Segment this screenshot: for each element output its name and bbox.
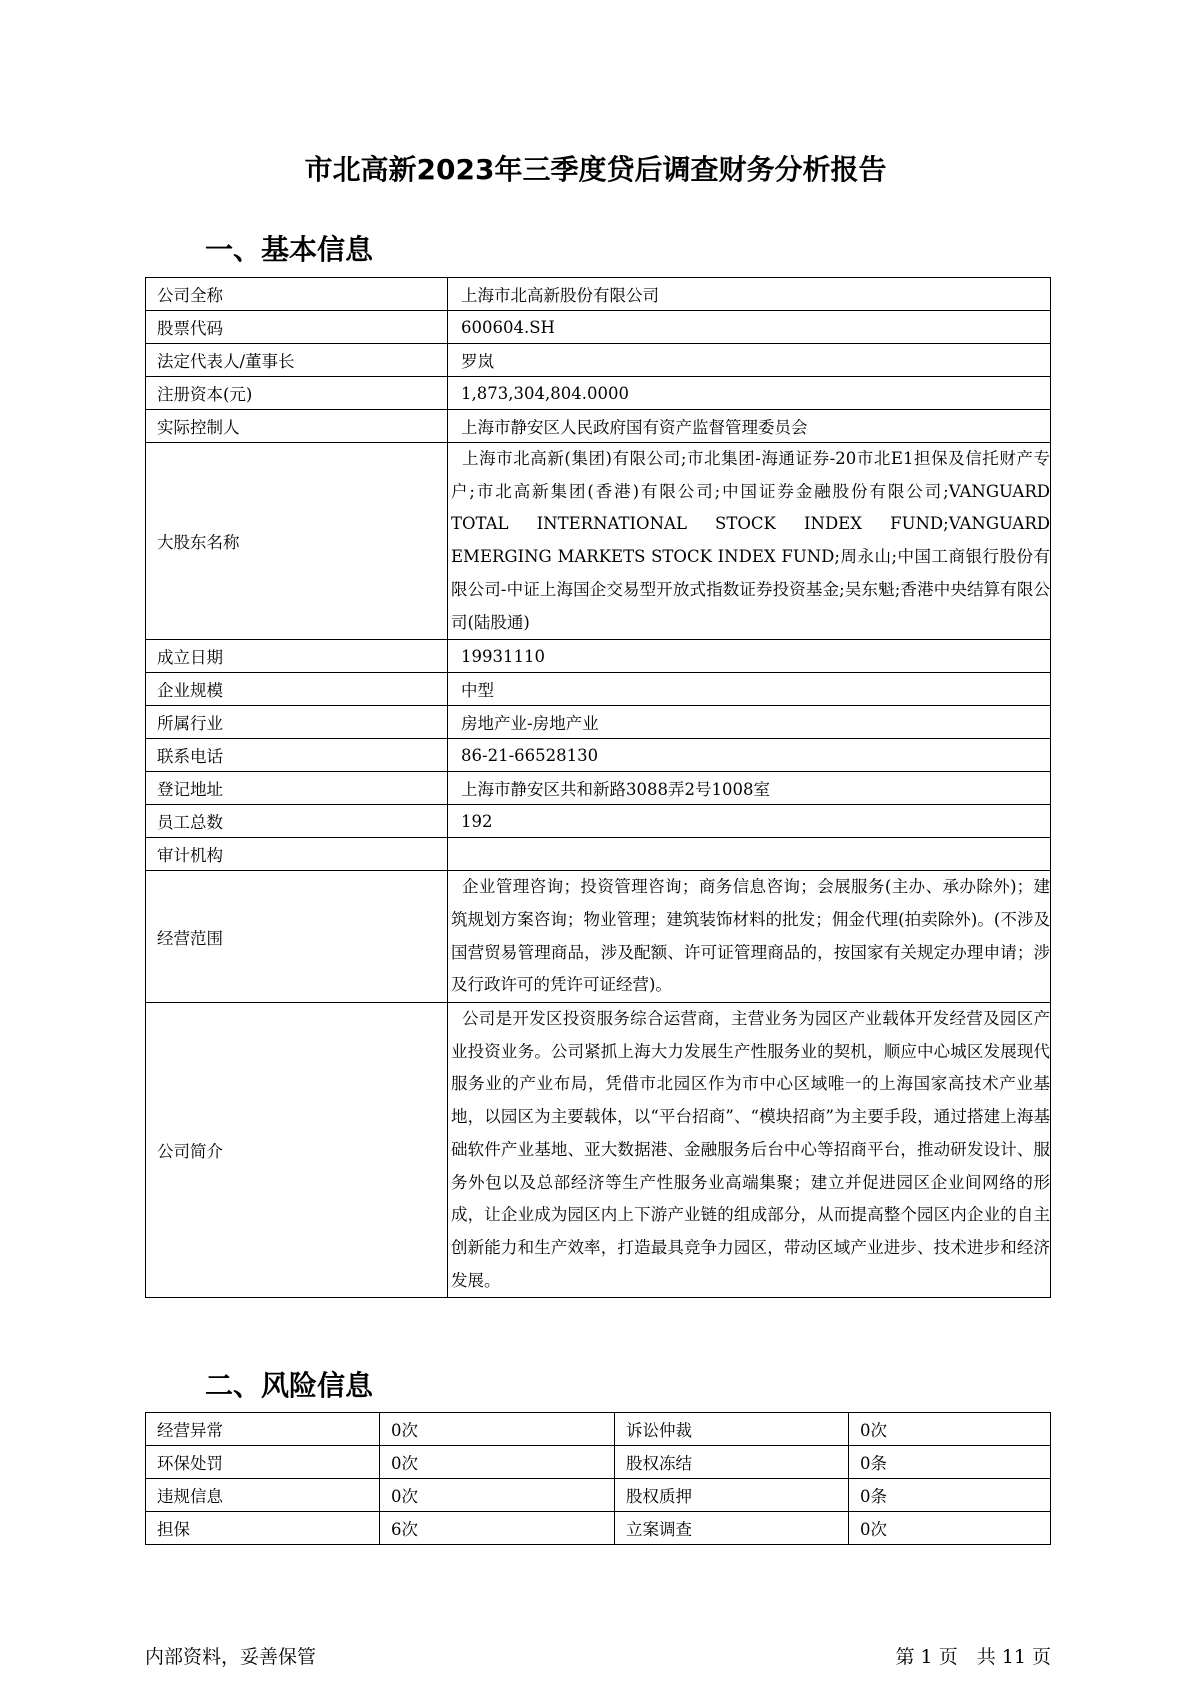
field-label: 员工总数 (146, 805, 448, 838)
field-value: 1,873,304,804.0000 (448, 377, 1051, 410)
field-label: 大股东名称 (146, 443, 448, 640)
risk-value: 0条 (849, 1446, 1051, 1479)
table-row (146, 344, 1051, 377)
page-mid: 页 共 (938, 1646, 996, 1668)
risk-value: 0次 (849, 1512, 1051, 1545)
section-heading-basic-info: 一、基本信息 (205, 233, 374, 266)
field-value: 86-21-66528130 (448, 739, 1051, 772)
field-label: 所属行业 (146, 706, 448, 739)
field-value: 上海市静安区人民政府国有资产监督管理委员会 (448, 410, 1051, 443)
field-label: 经营范围 (146, 871, 448, 1003)
risk-label: 违规信息 (146, 1479, 380, 1512)
report-title: 市北高新2023年三季度贷后调查财务分析报告 (304, 153, 887, 186)
field-label: 登记地址 (146, 772, 448, 805)
risk-label: 担保 (146, 1512, 380, 1545)
table-row (146, 377, 1051, 410)
field-label: 公司简介 (146, 1003, 448, 1298)
risk-value: 0次 (380, 1479, 615, 1512)
table-row (146, 739, 1051, 772)
table-row (146, 706, 1051, 739)
section-heading-risk-info: 二、风险信息 (205, 1369, 374, 1402)
field-label: 公司全称 (146, 278, 448, 311)
table-row (146, 410, 1051, 443)
field-value: 罗岚 (448, 344, 1051, 377)
risk-label: 股权冻结 (615, 1446, 849, 1479)
table-row (146, 1413, 1051, 1446)
field-value: 企业管理咨询；投资管理咨询；商务信息咨询；会展服务(主办、承办除外)；建筑规划方案咨询；物业管理；建筑装饰材料的批发；佣金代理(拍卖除外)。(不涉及国营贸易管理商品，涉及配额、许可证管理商品的，按国家有关规定办理申请；涉及行政许可的凭许可证经营)。 (448, 871, 1051, 1003)
field-label: 注册资本(元) (146, 377, 448, 410)
field-label: 企业规模 (146, 673, 448, 706)
risk-value: 6次 (380, 1512, 615, 1545)
footer-confidential-note: 内部资料，妥善保管 (145, 1646, 317, 1668)
field-value (448, 838, 1051, 871)
page-suffix: 页 (1031, 1646, 1051, 1668)
field-value: 房地产业-房地产业 (448, 706, 1051, 739)
risk-value: 0次 (849, 1413, 1051, 1446)
page-prefix: 第 (895, 1646, 915, 1668)
field-label: 法定代表人/董事长 (146, 344, 448, 377)
table-row (146, 1003, 1051, 1298)
field-value: 上海市静安区共和新路3088弄2号1008室 (448, 772, 1051, 805)
basic-info-table (145, 277, 1051, 1298)
risk-label: 诉讼仲裁 (615, 1413, 849, 1446)
risk-label: 环保处罚 (146, 1446, 380, 1479)
field-value: 19931110 (448, 640, 1051, 673)
risk-info-table (145, 1412, 1051, 1545)
page-current: 1 (920, 1646, 933, 1668)
risk-label: 立案调查 (615, 1512, 849, 1545)
field-value: 上海市北高新股份有限公司 (448, 278, 1051, 311)
field-label: 股票代码 (146, 311, 448, 344)
risk-label: 经营异常 (146, 1413, 380, 1446)
risk-value: 0次 (380, 1446, 615, 1479)
field-label: 实际控制人 (146, 410, 448, 443)
page-total: 11 (1001, 1646, 1026, 1668)
table-row (146, 1479, 1051, 1512)
table-row (146, 278, 1051, 311)
footer-page-number (895, 1642, 1051, 1669)
table-row (146, 838, 1051, 871)
field-label: 审计机构 (146, 838, 448, 871)
table-row (146, 1446, 1051, 1479)
risk-label: 股权质押 (615, 1479, 849, 1512)
field-value: 192 (448, 805, 1051, 838)
table-row (146, 805, 1051, 838)
field-value: 600604.SH (448, 311, 1051, 344)
table-row (146, 871, 1051, 1003)
table-row (146, 673, 1051, 706)
field-label: 成立日期 (146, 640, 448, 673)
field-value: 公司是开发区投资服务综合运营商，主营业务为园区产业载体开发经营及园区产业投资业务。公司紧抓上海大力发展生产性服务业的契机，顺应中心城区发展现代服务业的产业布局，凭借市北园区作为市中心区域唯一的上海国家高技术产业基地，以园区为主要载体，以“平台招商”、“模块招商”为主要手段，通过搭建上海基础软件产业基地、亚大数据港、金融服务后台中心等招商平台，推动研发设计、服务外包以及总部经济等生产性服务业高端集聚；建立并促进园区企业间网络的形成，让企业成为园区内上下游产业链的组成部分，从而提高整个园区内企业的自主创新能力和生产效率，打造最具竞争力园区，带动区域产业进步、技术进步和经济发展。 (448, 1003, 1051, 1298)
table-row (146, 1512, 1051, 1545)
table-row (146, 772, 1051, 805)
field-value: 中型 (448, 673, 1051, 706)
table-row (146, 640, 1051, 673)
table-row (146, 311, 1051, 344)
field-value: 上海市北高新(集团)有限公司;市北集团-海通证券-20市北E1担保及信托财产专户;市北高新集团(香港)有限公司;中国证券金融股份有限公司;VANGUARD TOTAL INTERNATIONAL STOCK INDEX FUND;VANGUARD EMERGING MARKETS STOCK INDEX FUND;周永山;中国工商银行股份有限公司-中证上海国企交易型开放式指数证券投资基金;吴东魁;香港中央结算有限公司(陆股通) (448, 443, 1051, 640)
risk-value: 0次 (380, 1413, 615, 1446)
field-label: 联系电话 (146, 739, 448, 772)
table-row (146, 443, 1051, 640)
risk-value: 0条 (849, 1479, 1051, 1512)
